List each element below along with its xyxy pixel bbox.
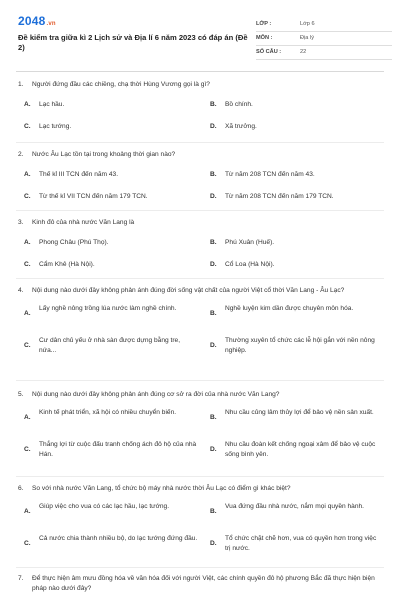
option-letter: B.: [210, 101, 217, 108]
option-b[interactable]: [210, 170, 385, 180]
option-text: Từ năm 208 TCN đến năm 43.: [225, 171, 315, 178]
option-text: Bồ chính.: [225, 101, 253, 108]
option-letter: D.: [210, 540, 217, 547]
option-text: Kinh tế phát triển, xã hội có nhiều chuyển biến.: [39, 409, 177, 416]
option-letter: A.: [24, 508, 31, 515]
meta-label: SỐ CÂU :: [256, 49, 282, 55]
option-letter: B.: [210, 414, 217, 421]
question-number: 4.: [18, 287, 24, 294]
question-5: [18, 390, 388, 458]
page-header: [18, 14, 388, 62]
site-logo[interactable]: [18, 14, 56, 28]
option-text: Cổ Loa (Hà Nội).: [225, 261, 275, 268]
option-text: Nhu cầu đoàn kết chống ngoại xâm để bảo vệ cuộc sống bình yên.: [225, 441, 376, 458]
option-text: Phú Xuân (Huế).: [225, 239, 275, 246]
option-text: Xã trưởng.: [225, 123, 257, 130]
option-c[interactable]: [24, 440, 199, 460]
option-c[interactable]: [24, 336, 199, 356]
option-a[interactable]: [24, 408, 199, 421]
meta-value: Địa lý: [300, 35, 314, 41]
option-text: Từ năm 208 TCN đến năm 179 TCN.: [225, 193, 334, 200]
header-divider: [16, 71, 384, 72]
option-text: Lạc tướng.: [39, 123, 72, 130]
option-c[interactable]: [24, 260, 194, 270]
option-letter: C.: [24, 342, 31, 349]
option-letter: C.: [24, 446, 31, 453]
option-d[interactable]: [210, 534, 382, 554]
option-d[interactable]: [210, 122, 385, 132]
option-text: Nhu cầu củng lâm thủy lợi để bảo vệ nền sản xuất.: [225, 409, 374, 416]
exam-meta: [256, 18, 392, 60]
option-letter: D.: [210, 123, 217, 130]
option-b[interactable]: [210, 100, 385, 110]
question-1: [18, 80, 388, 130]
option-letter: D.: [210, 446, 217, 453]
option-b[interactable]: [210, 408, 382, 421]
meta-row-class: [256, 18, 392, 32]
option-letter: A.: [24, 101, 31, 108]
option-a[interactable]: [24, 304, 199, 317]
option-letter: A.: [24, 171, 31, 178]
option-b[interactable]: [210, 238, 385, 248]
option-letter: C.: [24, 123, 31, 130]
question-number: 1.: [18, 81, 24, 88]
option-d[interactable]: [210, 192, 385, 202]
option-text: Thường xuyên tổ chức các lễ hội gắn với nền nông nghiệp.: [225, 337, 375, 354]
option-d[interactable]: [210, 440, 382, 460]
question-number: 5.: [18, 391, 24, 398]
option-d[interactable]: [210, 336, 382, 356]
option-a[interactable]: [24, 502, 199, 515]
question-text: Kinh đô của nhà nước Văn Lang là: [32, 219, 135, 226]
option-b[interactable]: [210, 502, 382, 515]
option-text: Thế kỉ III TCN đến năm 43.: [39, 171, 119, 178]
option-text: Cả nước chia thành nhiều bộ, do lạc tướng đứng đầu.: [39, 535, 198, 542]
exam-title: Đề kiểm tra giữa kì 2 Lịch sử và Địa lí 6 năm 2023 có đáp án (Đề 2): [18, 33, 248, 52]
option-text: Lấy nghề nông trồng lúa nước làm nghề chính.: [39, 305, 177, 312]
option-letter: C.: [24, 261, 31, 268]
meta-label: MÔN :: [256, 35, 273, 41]
question-separator: [16, 476, 384, 477]
question-4: [18, 286, 388, 354]
option-letter: B.: [210, 171, 217, 178]
option-letter: B.: [210, 310, 217, 317]
question-text: Để thực hiện âm mưu đồng hóa về văn hóa đối với người Việt, các chính quyền đô hộ phương Bắc đã thực hiện biện pháp nào dưới đây?: [32, 575, 375, 592]
option-text: Lạc hầu.: [39, 101, 65, 108]
question-text: So với nhà nước Văn Lang, tổ chức bộ máy nhà nước thời Âu Lạc có điểm gì khác biệt?: [32, 485, 291, 492]
option-text: Nghề luyện kim dần được chuyên môn hóa.: [225, 305, 354, 312]
question-text: Nước Âu Lạc tồn tại trong khoảng thời gian nào?: [32, 151, 176, 158]
option-letter: D.: [210, 342, 217, 349]
question-number: 6.: [18, 485, 24, 492]
option-text: Phong Châu (Phú Thọ).: [39, 239, 109, 246]
option-d[interactable]: [210, 260, 385, 270]
option-letter: D.: [210, 193, 217, 200]
option-letter: A.: [24, 310, 31, 317]
meta-row-subject: [256, 32, 392, 46]
option-text: Thắng lợi từ cuộc đấu tranh chống ách đô hộ của nhà Hán.: [39, 441, 197, 458]
meta-value: Lớp 6: [300, 21, 315, 27]
option-c[interactable]: [24, 122, 194, 132]
question-separator: [16, 210, 384, 211]
option-text: Tổ chức chặt chẽ hơn, vua có quyền hơn trong việc trị nước.: [225, 535, 377, 552]
option-a[interactable]: [24, 170, 194, 180]
meta-value: 22: [300, 49, 307, 55]
logo-suffix: .vn: [46, 21, 56, 27]
option-a[interactable]: [24, 100, 194, 110]
option-letter: D.: [210, 261, 217, 268]
option-letter: A.: [24, 239, 31, 246]
option-c[interactable]: [24, 534, 199, 547]
option-letter: B.: [210, 239, 217, 246]
option-letter: A.: [24, 414, 31, 421]
option-a[interactable]: [24, 238, 194, 248]
logo-text: 2048: [18, 14, 46, 28]
question-6: [18, 484, 388, 552]
option-text: Cư dân chủ yếu ở nhà sàn được dựng bằng tre, nứa...: [39, 337, 181, 354]
question-2: [18, 150, 388, 200]
question-separator: [16, 380, 384, 381]
question-number: 3.: [18, 219, 24, 226]
question-7: [18, 574, 388, 594]
question-separator: [16, 278, 384, 279]
option-c[interactable]: [24, 192, 194, 202]
question-separator: [16, 567, 384, 568]
question-number: 7.: [18, 575, 24, 582]
question-text: Nội dung nào dưới đây không phản ánh đúng cơ sở ra đời của nhà nước Văn Lang?: [32, 391, 280, 398]
option-text: Vua đứng đầu nhà nước, nắm mọi quyền hành.: [225, 503, 365, 510]
option-letter: C.: [24, 540, 31, 547]
option-letter: B.: [210, 508, 217, 515]
meta-label: LỚP :: [256, 21, 272, 27]
question-number: 2.: [18, 151, 24, 158]
option-b[interactable]: [210, 304, 382, 317]
question-3: [18, 218, 388, 268]
question-separator: [16, 142, 384, 143]
question-text: Người đứng đầu các chiềng, chạ thời Hùng Vương gọi là gì?: [32, 81, 210, 88]
option-letter: C.: [24, 193, 31, 200]
option-text: Giúp việc cho vua có các lạc hầu, lạc tướng.: [39, 503, 170, 510]
question-text: Nội dung nào dưới đây không phản ánh đúng đời sống vật chất của người Việt cổ thời Văn Lang - Âu Lạc?: [32, 287, 345, 294]
meta-row-count: [256, 46, 392, 60]
option-text: Cẩm Khê (Hà Nội).: [39, 261, 95, 268]
option-text: Từ thế kỉ VII TCN đến năm 179 TCN.: [39, 193, 148, 200]
